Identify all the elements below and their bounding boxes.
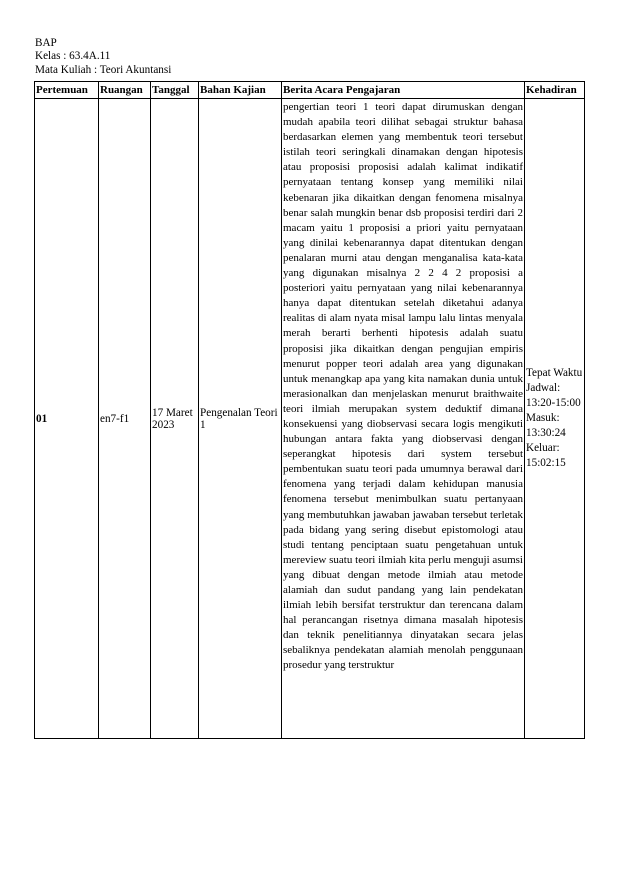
- cell-bahan-kajian: Pengenalan Teori 1: [199, 99, 282, 739]
- cell-kehadiran: [525, 99, 585, 739]
- attendance-status: Tepat Waktu: [526, 367, 583, 379]
- table-header-row: [35, 82, 585, 99]
- cell-pertemuan: 01: [35, 99, 99, 739]
- header-berita-acara: Berita Acara Pengajaran: [282, 82, 525, 99]
- cell-tanggal: 17 Maret 2023: [151, 99, 199, 739]
- berita-acara-text: pengertian teori 1 teori dapat dirumuskan dengan mudah apabila teori dilihat sebagai struktur bahasa berdasarkan elemen yang membentuk teori tersebut istilah teori seringkali dinamakan dengan hipotesis atau proposisi proposisi adalah kalimat indikatif pernyataan tentang konsep yang memiliki nilai kebenaran jika dikaitkan dengan fenomena misalnya benar salah mungkin benar dsb proposisi terdiri dari 2 macam yaitu 1 proposisi a priori yaitu pernyataan yang dinilai kebenarannya dapat ditentukan dengan penalaran murni atau dengan menganalisa kata-kata yang digunakan misalnya 2 2 4 2 proposisi a posteriori yaitu pernyataan yang nilai kebenarannya hanya dapat ditentukan setelah diketahui adanya realitas di alam nyata misal lampu lalu lintas menyala merah berarti berhenti hipotesis adalah suatu proposisi jika dikaitkan dengan pengujian empiris menurut popper teori adalah area yang digunakan untuk menangkap apa yang kita namakan dunia untuk merasionalkan dan menjelaskan menurut braithwaite teori ilmiah merupakan system deduktif dimana konsekuensi yang diobservasi secara logis mengikuti hubungan antara fakta yang diobservasi dengan seperangkat hipotesis dari system tersebut pembentukan suatu teori pada umumnya berawal dari fenomena yang terjadi dalam kehidupan manusia fenomena tersebut menimbulkan suatu pertanyaan yang membutuhkan jawaban jawaban tersebut terletak pada bidang yang sering disebut epistomologi atau studi tentang penciptaan suatu pengetahuan untuk mereview suatu teori ilmiah kita perlu menguji asumsi yang dibuat dengan metode ilmiah atau metode alamiah dan sudut pandang yang lain pendekatan ilmiah lebih bersifat terstruktur dan terencana dalam hal perancangan risetnya dimana masalah hipotesis dan teknik penelitiannya dinyatakan secara jelas sebaliknya pendekatan alamiah menolah penggunaan prosedur yang terstruktur: [283, 101, 523, 672]
- course-label: Mata Kuliah : Teori Akuntansi: [35, 63, 172, 76]
- header-bahan-kajian: Bahan Kajian: [199, 82, 282, 99]
- header-ruangan: Ruangan: [99, 82, 151, 99]
- document-header: [35, 37, 171, 77]
- attendance-schedule: Jadwal: 13:20-15:00: [526, 382, 581, 409]
- bap-table: [34, 81, 585, 739]
- attendance-check-in: Masuk: 13:30:24: [526, 412, 566, 439]
- header-tanggal: Tanggal: [151, 82, 199, 99]
- class-label: Kelas : 63.4A.11: [35, 50, 111, 63]
- table-row: [35, 99, 585, 739]
- cell-berita-acara: [282, 99, 525, 739]
- attendance-check-out: Keluar: 15:02:15: [526, 442, 566, 469]
- cell-ruangan: en7-f1: [99, 99, 151, 739]
- header-pertemuan: Pertemuan: [35, 82, 99, 99]
- header-kehadiran: Kehadiran: [525, 82, 585, 99]
- document-title: BAP: [35, 37, 57, 49]
